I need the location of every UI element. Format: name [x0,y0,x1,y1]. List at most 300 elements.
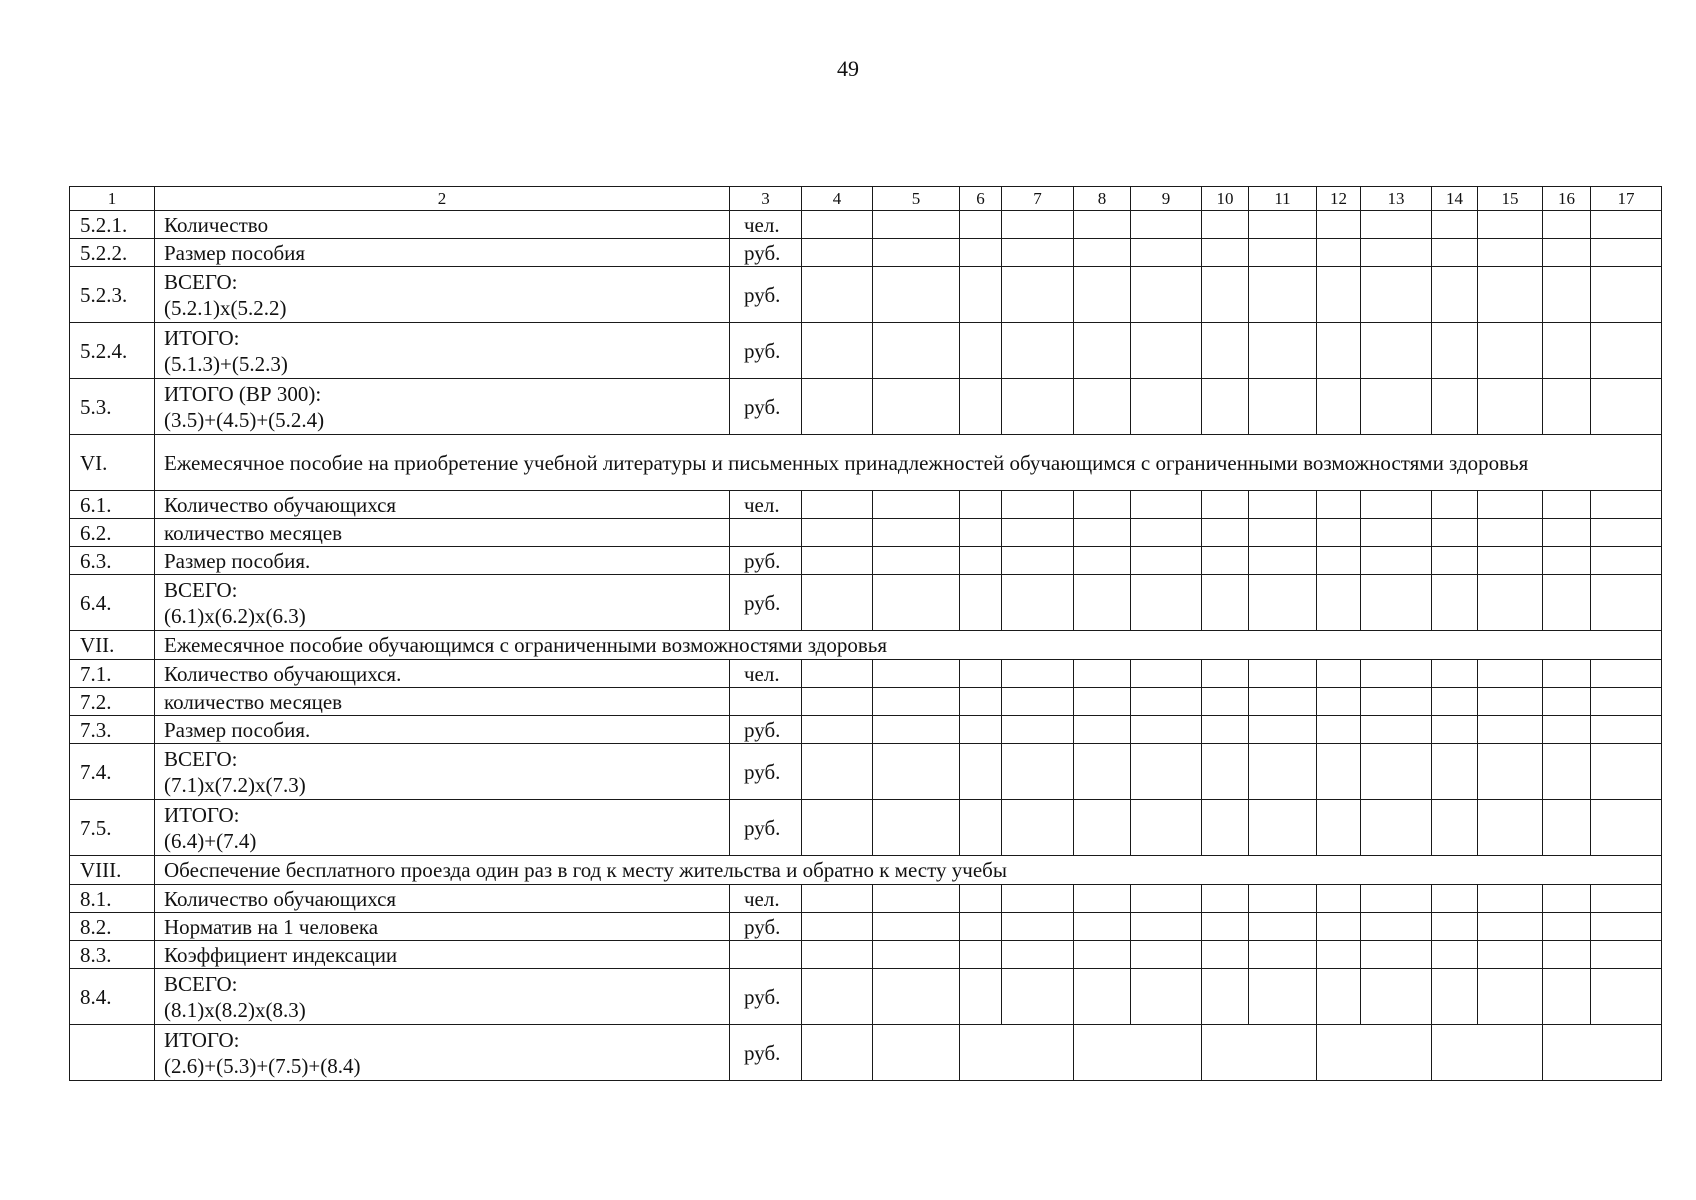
value-cell-col-7 [1002,885,1074,913]
value-cell-col-5 [873,379,960,435]
row-number: 5.2.4. [70,323,155,379]
value-cell-col-7 [1002,660,1074,688]
value-cell-col-10 [1202,800,1249,856]
value-cell-col-5 [873,660,960,688]
value-cell-col-8-9 [1074,1025,1202,1081]
table-row [70,660,1662,688]
value-cell-col-4 [802,575,873,631]
value-cell-col-13 [1361,239,1432,267]
row-number: 5.2.3. [70,267,155,323]
value-cell-col-12 [1317,744,1361,800]
value-cell-col-4 [802,660,873,688]
unit-cell: чел. [730,885,802,913]
column-number-15: 15 [1478,187,1543,211]
value-cell-col-16 [1543,969,1591,1025]
value-cell-col-14 [1432,323,1478,379]
row-label [155,744,730,800]
row-number: 5.3. [70,379,155,435]
value-cell-col-5 [873,547,960,575]
unit-cell: руб. [730,575,802,631]
unit-cell: руб. [730,323,802,379]
value-cell-col-17 [1591,267,1662,323]
section-row [70,856,1662,885]
row-number: 7.4. [70,744,155,800]
unit-cell [730,519,802,547]
row-label [155,885,730,913]
value-cell-col-16 [1543,660,1591,688]
row-label-text: ВСЕГО: [164,577,238,602]
value-cell-col-7 [1002,267,1074,323]
value-cell-col-16 [1543,519,1591,547]
value-cell-col-17 [1591,519,1662,547]
value-cell-col-14 [1432,379,1478,435]
value-cell-col-8 [1074,941,1131,969]
value-cell-col-14 [1432,211,1478,239]
value-cell-col-17 [1591,913,1662,941]
value-cell-col-17 [1591,885,1662,913]
unit-cell: чел. [730,211,802,239]
value-cell-col-4 [802,1025,873,1081]
value-cell-col-15 [1478,323,1543,379]
unit-cell: руб. [730,969,802,1025]
row-number: 8.2. [70,913,155,941]
value-cell-col-11 [1249,941,1317,969]
value-cell-col-14 [1432,688,1478,716]
value-cell-col-16 [1543,491,1591,519]
table-row [70,379,1662,435]
value-cell-col-10-11 [1202,1025,1317,1081]
value-cell-col-6 [960,885,1002,913]
value-cell-col-4 [802,885,873,913]
value-cell-col-16-17 [1543,1025,1662,1081]
value-cell-col-15 [1478,688,1543,716]
value-cell-col-7 [1002,941,1074,969]
value-cell-col-12 [1317,323,1361,379]
value-cell-col-17 [1591,716,1662,744]
value-cell-col-9 [1131,885,1202,913]
row-label-text: количество месяцев [164,689,343,714]
value-cell-col-15 [1478,519,1543,547]
row-label [155,267,730,323]
value-cell-col-5 [873,211,960,239]
table-row [70,913,1662,941]
row-number: 7.2. [70,688,155,716]
row-label-text: ИТОГО (ВР 300): [164,381,322,406]
value-cell-col-9 [1131,660,1202,688]
row-number: VIII. [70,856,155,885]
value-cell-col-9 [1131,800,1202,856]
value-cell-col-14-15 [1432,1025,1543,1081]
table-row [70,267,1662,323]
value-cell-col-6 [960,800,1002,856]
unit-cell: руб. [730,267,802,323]
page-number: 49 [837,56,859,81]
value-cell-col-13 [1361,913,1432,941]
value-cell-col-12 [1317,716,1361,744]
value-cell-col-12 [1317,491,1361,519]
row-label [155,913,730,941]
value-cell-col-16 [1543,575,1591,631]
value-cell-col-8 [1074,688,1131,716]
value-cell-col-11 [1249,660,1317,688]
value-cell-col-10 [1202,491,1249,519]
row-number: 5.2.1. [70,211,155,239]
value-cell-col-5 [873,267,960,323]
value-cell-col-7 [1002,323,1074,379]
value-cell-col-4 [802,211,873,239]
value-cell-col-8 [1074,547,1131,575]
value-cell-col-11 [1249,885,1317,913]
value-cell-col-14 [1432,800,1478,856]
section-row [70,631,1662,660]
value-cell-col-9 [1131,267,1202,323]
value-cell-col-15 [1478,800,1543,856]
row-formula: (5.1.3)+(5.2.3) [164,351,288,376]
value-cell-col-11 [1249,267,1317,323]
value-cell-col-10 [1202,744,1249,800]
value-cell-col-9 [1131,575,1202,631]
value-cell-col-11 [1249,688,1317,716]
column-number-11: 11 [1249,187,1317,211]
value-cell-col-12 [1317,239,1361,267]
value-cell-col-15 [1478,885,1543,913]
value-cell-col-10 [1202,239,1249,267]
column-number-1: 1 [70,187,155,211]
row-label [155,211,730,239]
row-label [155,688,730,716]
column-number-5: 5 [873,187,960,211]
row-number: 8.3. [70,941,155,969]
unit-cell: руб. [730,1025,802,1081]
table-row [70,239,1662,267]
value-cell-col-13 [1361,491,1432,519]
value-cell-col-6 [960,913,1002,941]
value-cell-col-17 [1591,547,1662,575]
value-cell-col-6 [960,716,1002,744]
column-number-17: 17 [1591,187,1662,211]
row-label [155,491,730,519]
value-cell-col-7 [1002,800,1074,856]
value-cell-col-13 [1361,547,1432,575]
value-cell-col-15 [1478,969,1543,1025]
row-label-text: ВСЕГО: [164,746,238,771]
value-cell-col-6 [960,969,1002,1025]
value-cell-col-16 [1543,688,1591,716]
value-cell-col-12 [1317,913,1361,941]
unit-cell: руб. [730,547,802,575]
value-cell-col-14 [1432,913,1478,941]
value-cell-col-11 [1249,491,1317,519]
row-number: 7.5. [70,800,155,856]
value-cell-col-17 [1591,660,1662,688]
value-cell-col-16 [1543,323,1591,379]
value-cell-col-4 [802,688,873,716]
value-cell-col-8 [1074,267,1131,323]
value-cell-col-17 [1591,379,1662,435]
value-cell-col-11 [1249,211,1317,239]
column-number-6: 6 [960,187,1002,211]
value-cell-col-12 [1317,800,1361,856]
value-cell-col-16 [1543,211,1591,239]
row-label [155,575,730,631]
row-label-text: Количество [164,212,269,237]
table-row [70,941,1662,969]
value-cell-col-8 [1074,491,1131,519]
value-cell-col-8 [1074,885,1131,913]
value-cell-col-9 [1131,547,1202,575]
value-cell-col-17 [1591,575,1662,631]
table-row [70,519,1662,547]
unit-cell: чел. [730,660,802,688]
value-cell-col-10 [1202,660,1249,688]
value-cell-col-15 [1478,744,1543,800]
value-cell-col-10 [1202,575,1249,631]
column-number-13: 13 [1361,187,1432,211]
table-row [70,575,1662,631]
value-cell-col-7 [1002,716,1074,744]
column-number-2: 2 [155,187,730,211]
value-cell-col-4 [802,941,873,969]
value-cell-col-5 [873,688,960,716]
value-cell-col-8 [1074,744,1131,800]
row-label [155,800,730,856]
value-cell-col-4 [802,519,873,547]
value-cell-col-15 [1478,491,1543,519]
row-label-text: Коэффициент индексации [164,942,398,967]
value-cell-col-10 [1202,323,1249,379]
value-cell-col-9 [1131,744,1202,800]
table-row [70,716,1662,744]
value-cell-col-5 [873,239,960,267]
value-cell-col-15 [1478,716,1543,744]
value-cell-col-15 [1478,913,1543,941]
value-cell-col-9 [1131,211,1202,239]
value-cell-col-11 [1249,800,1317,856]
row-label-text: ИТОГО: [164,1027,240,1052]
value-cell-col-17 [1591,941,1662,969]
row-label-text: ВСЕГО: [164,971,238,996]
row-label-text: количество месяцев [164,520,343,545]
value-cell-col-7 [1002,239,1074,267]
value-cell-col-9 [1131,913,1202,941]
table-row [70,1025,1662,1081]
row-formula: (2.6)+(5.3)+(7.5)+(8.4) [164,1053,361,1078]
value-cell-col-7 [1002,519,1074,547]
section-row [70,435,1662,491]
value-cell-col-16 [1543,379,1591,435]
value-cell-col-16 [1543,547,1591,575]
value-cell-col-15 [1478,941,1543,969]
value-cell-col-5 [873,744,960,800]
value-cell-col-6 [960,239,1002,267]
value-cell-col-7 [1002,744,1074,800]
table-row [70,323,1662,379]
value-cell-col-6 [960,575,1002,631]
value-cell-col-13 [1361,660,1432,688]
unit-cell: чел. [730,491,802,519]
value-cell-col-7 [1002,491,1074,519]
value-cell-col-14 [1432,969,1478,1025]
value-cell-col-13 [1361,941,1432,969]
table-row [70,744,1662,800]
value-cell-col-10 [1202,688,1249,716]
value-cell-col-6-7 [960,1025,1074,1081]
value-cell-col-8 [1074,575,1131,631]
value-cell-col-11 [1249,716,1317,744]
value-cell-col-9 [1131,941,1202,969]
value-cell-col-9 [1131,491,1202,519]
value-cell-col-11 [1249,323,1317,379]
value-cell-col-16 [1543,885,1591,913]
value-cell-col-4 [802,800,873,856]
row-number: 8.4. [70,969,155,1025]
value-cell-col-10 [1202,547,1249,575]
row-number [70,1025,155,1081]
table-row [70,688,1662,716]
value-cell-col-7 [1002,688,1074,716]
value-cell-col-9 [1131,716,1202,744]
value-cell-col-10 [1202,716,1249,744]
value-cell-col-6 [960,519,1002,547]
unit-cell [730,688,802,716]
column-number-10: 10 [1202,187,1249,211]
value-cell-col-6 [960,379,1002,435]
row-label-text: ИТОГО: [164,802,240,827]
value-cell-col-8 [1074,211,1131,239]
value-cell-col-11 [1249,969,1317,1025]
row-formula: (5.2.1)х(5.2.2) [164,295,287,320]
value-cell-col-4 [802,744,873,800]
value-cell-col-7 [1002,211,1074,239]
column-number-12: 12 [1317,187,1361,211]
row-label [155,660,730,688]
row-label [155,716,730,744]
value-cell-col-6 [960,211,1002,239]
row-label-text: Количество обучающихся [164,886,397,911]
value-cell-col-10 [1202,885,1249,913]
value-cell-col-15 [1478,211,1543,239]
value-cell-col-5 [873,941,960,969]
value-cell-col-15 [1478,267,1543,323]
value-cell-col-14 [1432,941,1478,969]
row-number: 7.1. [70,660,155,688]
value-cell-col-16 [1543,941,1591,969]
value-cell-col-16 [1543,913,1591,941]
value-cell-col-8 [1074,239,1131,267]
column-number-16: 16 [1543,187,1591,211]
value-cell-col-8 [1074,969,1131,1025]
value-cell-col-14 [1432,885,1478,913]
value-cell-col-6 [960,491,1002,519]
row-number: VII. [70,631,155,660]
unit-cell: руб. [730,379,802,435]
row-label-text: Количество обучающихся [164,492,397,517]
value-cell-col-10 [1202,379,1249,435]
value-cell-col-14 [1432,239,1478,267]
unit-cell: руб. [730,800,802,856]
value-cell-col-13 [1361,267,1432,323]
row-number: VI. [70,435,155,491]
row-label-text: Размер пособия [164,240,306,265]
row-label [155,379,730,435]
value-cell-col-4 [802,239,873,267]
value-cell-col-14 [1432,547,1478,575]
value-cell-col-11 [1249,519,1317,547]
value-cell-col-17 [1591,688,1662,716]
table-row [70,211,1662,239]
value-cell-col-8 [1074,800,1131,856]
value-cell-col-10 [1202,913,1249,941]
value-cell-col-11 [1249,239,1317,267]
value-cell-col-5 [873,491,960,519]
row-number: 6.3. [70,547,155,575]
table-row [70,491,1662,519]
value-cell-col-13 [1361,885,1432,913]
value-cell-col-8 [1074,913,1131,941]
row-label [155,239,730,267]
row-label [155,969,730,1025]
value-cell-col-5 [873,969,960,1025]
value-cell-col-7 [1002,575,1074,631]
row-number: 5.2.2. [70,239,155,267]
value-cell-col-16 [1543,744,1591,800]
value-cell-col-13 [1361,716,1432,744]
value-cell-col-13 [1361,323,1432,379]
unit-cell: руб. [730,716,802,744]
value-cell-col-12 [1317,547,1361,575]
value-cell-col-11 [1249,379,1317,435]
value-cell-col-12 [1317,267,1361,323]
row-label-text: Количество обучающихся. [164,661,402,686]
value-cell-col-5 [873,885,960,913]
budget-table [69,186,1662,1081]
value-cell-col-16 [1543,267,1591,323]
section-title: Обеспечение бесплатного проезда один раз в год к месту жительства и обратно к месту учебы [155,856,1662,885]
value-cell-col-9 [1131,323,1202,379]
value-cell-col-16 [1543,716,1591,744]
row-formula: (7.1)х(7.2)х(7.3) [164,772,306,797]
column-number-3: 3 [730,187,802,211]
value-cell-col-5 [873,1025,960,1081]
value-cell-col-11 [1249,913,1317,941]
unit-cell: руб. [730,239,802,267]
row-formula: (3.5)+(4.5)+(5.2.4) [164,407,325,432]
row-formula: (6.1)х(6.2)х(6.3) [164,603,306,628]
value-cell-col-14 [1432,491,1478,519]
value-cell-col-16 [1543,239,1591,267]
value-cell-col-15 [1478,575,1543,631]
row-number: 6.2. [70,519,155,547]
row-label-text: ИТОГО: [164,325,240,350]
value-cell-col-9 [1131,239,1202,267]
value-cell-col-17 [1591,239,1662,267]
row-label-text: Норматив на 1 человека [164,914,379,939]
table-row [70,969,1662,1025]
column-number-7: 7 [1002,187,1074,211]
row-label-text: Размер пособия. [164,548,311,573]
value-cell-col-17 [1591,491,1662,519]
section-title: Ежемесячное пособие на приобретение учебной литературы и письменных принадлежностей обучающимся с ограниченными возможностями здоровья [155,435,1662,491]
value-cell-col-7 [1002,969,1074,1025]
value-cell-col-13 [1361,379,1432,435]
value-cell-col-12 [1317,941,1361,969]
value-cell-col-6 [960,660,1002,688]
value-cell-col-14 [1432,744,1478,800]
value-cell-col-9 [1131,969,1202,1025]
value-cell-col-5 [873,716,960,744]
row-label [155,519,730,547]
row-label [155,547,730,575]
